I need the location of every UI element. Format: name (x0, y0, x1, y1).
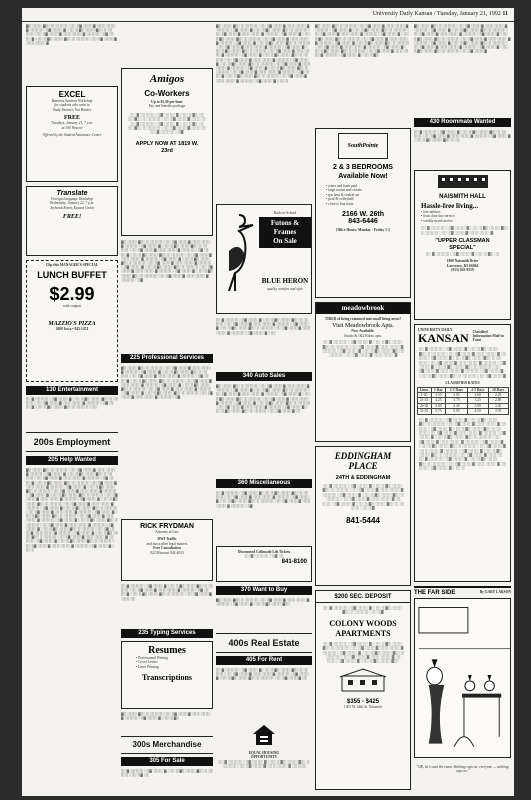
excel-line: for students who want to (54, 103, 90, 108)
coupon-title: LUNCH BUFFET (37, 270, 107, 281)
resumes-item: • Laser Printing (136, 664, 159, 669)
section-real-estate: 400s Real Estate (216, 633, 312, 653)
resumes-item: • Cover Letters (136, 660, 158, 665)
section-merchandise: 300s Merchandise (121, 736, 213, 754)
naismith-city: Lawrence, KS 66044 (446, 263, 479, 268)
excel-line: Study Smarter, Not Harder (52, 107, 92, 112)
classified-rates-table (417, 387, 509, 415)
attorney-line: 822 Missouri 842-4033 (150, 550, 184, 555)
meadowbrook-ad: meadowbrook TIRED of being crammed into small living areas? Visit Meadowbrook Apts. Now Available: Studio & 1&2 Bdrm. apts. ▒░ ▓ ░▒ ▒░▒ ░ ▒▓ ░▒ ▒░ ▓ ░ ▒░ ▒ ▓▒ ░▒ ▒░ ▓▒░ ▒ ░▒ ▒░▒ ░ ▒░ ▒▓ ░▒ ▒░▓ ░▒ ▒ ░▒ ▒░ ▓ ░▒ ▒░▒ ░ ▒▓ ░▒ ▒░ ▓ ░ ▒░ ▒ ▓▒ ░▒ ▒░ ▓▒░ ▒ ░▒ ▒░▒ ░ ▒░ ▒▓ ░▒ ▒░▓ ░▒ ▒ ░▒ ▒░ ▓ (315, 302, 411, 442)
column-1 (26, 24, 118, 792)
header-title (373, 11, 508, 17)
text-block: ▒░ ▓ ░▒ ▒░▒ ░ ▒▓ ░▒ ▒░ ▓ ░ ▒░ ▒ ▓▒ ░▒ ▒░ ▓▒░ ▒ ░▒ ▒░▒ ░ ▒░ ▒▓ ░▒ ▒░▓ ░▒ ▒ ░▒ ▒░ ▓ ░▒ ▒░▒ ░ ▒▓ ░▒ ▒░ ▓ ░ ▒░ ▒ ▓▒ ░▒ ▒░ ▓▒░ ▒ ░▒ ▒░▒ ░ ▒░ ▒▓ ░▒ ▒░▓ ░▒ ▒ ░▒ (121, 584, 213, 601)
column-4 (315, 24, 411, 792)
heron-brand: BLUE HERON (261, 277, 309, 285)
rate-cell: 3.95 (488, 409, 508, 414)
naismith-building-icon (428, 173, 498, 189)
meadowbrook-logo: meadowbrook (316, 303, 410, 314)
southpointe-phone: 843-6446 (348, 218, 378, 226)
tickets-phone: 841-8100 (281, 558, 307, 565)
section-typing-services: 235 Typing Services (121, 629, 213, 638)
naismith-line: • front door bus service (421, 214, 455, 219)
excel-line: at 300 Wescoe (61, 125, 83, 130)
rate-cell: 21-25 (417, 398, 431, 403)
tickets-title: Discounted Collonade Lift Tickets (237, 550, 291, 554)
rate-cell: 3.50 (431, 393, 446, 398)
naismith-title: NAISMITH HALL (439, 194, 486, 200)
rate-cell: 5.05 (446, 409, 467, 414)
heron-line: On Sale (273, 237, 297, 246)
meadowbrook-line: TIRED of being crammed into small living areas? (324, 317, 402, 321)
naismith-line: • free utilities (421, 210, 441, 214)
translate-line: Foreign Language Workshop (51, 197, 93, 201)
text-block: ▒░ ▓ ░▒ ▒░▒ ░ ▒▓ ░▒ ▒░ ▓ ░ ▒░ ▒ ▓▒ ░▒ ▒░ ▓▒░ ▒ ░▒ ▒░▒ ░ ▒░ ▒▓ ░▒ ▒░▓ ░▒ ▒ ░▒ ▒░ ▓ ░▒ ▒░▒ ░ ▒▓ ░▒ ▒░ ▓ ░ ▒░ ▒ ▓▒ ░▒ ▒░ ▓▒░ ▒ ░▒ ▒░▒ ░ ▒░ ▒▓ ░▒ ▒░▓ ░▒ (216, 668, 310, 681)
southpointe-logo: SouthPointe (338, 133, 388, 159)
amigos-title: Co-Workers (144, 89, 190, 98)
excel-line: FREE (63, 115, 80, 122)
text-block: ▓▒ ░▒ ▒░ ▓▒░ ▒ ░▒ ▒░▒ ░ ▒░ ▒▓ ░▒ ▒░▓ ░▒ ▒ ░▒ ▒░ ▓ ░▒ ▒░▒ ░ ▒▓ ░▒ ▒░ ▓ ░ ▒░ ▒ ▓▒ ░▒ ▒░ ▓▒░ ▒ ░▒ ▒░▒ ░ ▒░ ▒▓ ░▒ ▒░▓ ░▒ ▒ ░▒ ▒░ ▓ ░▒ ▒░▒ ░ ▒▓ ░▒ ▒░ ▓ ░ ▒░ ▒ ▓▒ ░▒ ▒░ ▓▒░ ▒ ░▒ ▒░▒ ░ ▒░ ▒▓ ░▒ ▒░▓ ░▒ ▒ ░▒ ▒░ ▓ ░▒ ▒░▒ ░ ▒▓ ░▒ ▒░ ▓ ░ ▒░ ▒ ▓▒ ░▒ ▒░ ▓▒░ ▒ ░▒ ▒░▒ ░ ▒░ ▒▓ ░▒ ▒░▓ ░▒ ▒ ░▒ ▒░ ▓ ░▒ ▒░▒ ░ ▒▓ ░▒ ▒░ ▓ ░ ▒░ ▒ ▓▒ ░▒ ▒░ ▓▒░ ▒ ░▒ ▒░▒ ░ ▒░ ▒▓ ░▒ ▒░▓ (414, 24, 511, 54)
text-block: ▓▒ ░▒ ▒░ ▓▒░ ▒ ░▒ ▒░▒ ░ ▒░ ▒▓ ░▒ ▒░▓ ░▒ ▒ ░▒ ▒░ ▓ ░▒ ▒░▒ ░ ▒▓ ░▒ ▒░ ▓ ░ ▒░ ▒ ▓▒ ░▒ ▒░ ▓▒░ ▒ ░▒ ▒░▒ ░ ▒░ ▒▓ ░▒ ▒░▓ ░▒ ▒ ░▒ ▒░ ▓ ░▒ ▒░▒ ░ ▒▓ ░▒ ▒░ ▓ ░ ▒░ ▒ ▓▒ ░▒ ▒░ ▓▒░ ▒ ░▒ ▒░▒ ░ ▒░ ▒▓ ░▒ ▒░▓ ░▒ ▒ ░▒ ▒░ ▓ ░▒ ▒░▒ ░ ▒▓ ░▒ ▒░ ▓ ░ ▒░ ▒ ▓▒ ░▒ ▒░ ▓▒░ ▒ ░▒ ▒░▒ ░ ▒░ ▒▓ ░▒ ▒░▓ ░▒ ▒ ░▒ ▒░ ▓ ░▒ ▒░▒ ░ ▒▓ ░▒ ▒░ ▓ ░ ▒░ ▒ ▓▒ ░▒ ▒░ ▓▒░ ▒ ░▒ ▒░▒ ░ ▒░ ▒▓ ░▒ ▒░▓ ░▒ ▒ ░▒ ▒░ ▓ ░▒ ▒░▒ ░ ▒▓ ░▒ ▒░ ▓ ░ ▒░ ▒ ▓▒ ░▒ ▒░ ▓▒░ ▒ ░▒ ▒░▒ ░ ▒░ ▒▓ ░▒ ▒░▓ ░▒ ▒ ░▒ ▒░ ▓ ░▒ ▒░▒ ░ ▒▓ ░▒ ▒░ ▓ ░ ▒░ ▒ ▓▒ ░▒ ▒░ ▓▒░ ▒ ░▒ ▒░▒ ░ ▒░ ▒▓ ░▒ ▒░▓ ░▒ ▒ ░▒ ▒░ ▓ ░▒ ▒░▒ ░ ▒▓ ░▒ ▒░ ▓ ░ ▒░ ▒ ▓▒ ░▒ ▒░ ▓▒░ ▒ ░▒ ▒░▒ ░ ▒░ ▒▓ ░▒ ▒░▓ ░▒ ▒ ░▒ ▒░ ▓ ░▒ ▒░▒ ░ ▒▓ ░▒ ▒░ ▓ ░ ▒░ ▒ ▓▒ ░▒ ▒░ ▓▒░ ▒ ░▒ ▒░▒ ░ ▒░ ▒▓ ░▒ ▒░▓ ░▒ ▒ ░▒ ▒░ ▓ ░▒ ▒░▒ ░ ▒▓ ░▒ ▒░ ▓ ░ ▒░ ▒ (216, 24, 311, 83)
rate-cell: 5.75 (431, 409, 446, 414)
excel-ad (26, 86, 118, 182)
far-side-cartoon (414, 586, 511, 790)
heron-illustration (219, 211, 259, 291)
section-want-to-buy: 370 Want to Buy (216, 586, 312, 595)
rate-cell: 2.60 (467, 393, 488, 398)
rate-header: 10 Days (488, 387, 508, 392)
excel-line: Tuesdays, January 21, 7 p.m. (51, 121, 93, 126)
excel-line: Business Seminar Workshop (51, 99, 93, 103)
amigos-pay: Up to $5.50 per hour (151, 100, 183, 104)
text-block: ▒░ ▓ ░▒ ▒░▒ ░ ▒▓ ░▒ ▒░ ▓ ░ ▒░ ▒ ▓▒ ░▒ ▒░ ▓▒░ ▒ ░▒ ▒░▒ ░ ▒░ ▒▓ ░▒ ▒░▓ ░▒ ▒ ░▒ ▒░ ▓ ░▒ ▒░▒ ░ ▒▓ ░▒ ▒░ ▓ ░ ▒░ ▒ ▓▒ ░▒ ▒░ ▓▒░ ▒ ░▒ ▒░▒ ░ ▒░ (26, 397, 118, 410)
text-block: ▓▒ ░▒ ▒░ ▓▒░ ▒ ░▒ ▒░▒ ░ ▒░ ▒▓ ░▒ ▒░▓ ░▒ ▒ ░▒ ▒░ ▓ ░▒ ▒░▒ ░ ▒▓ ░▒ ▒░ ▓ ░ ▒░ ▒ ▓▒ ░▒ ▒░ ▓▒░ ▒ ░▒ ▒░▒ ░ ▒░ ▒▓ ░▒ ▒░▓ ░▒ ▒ ░▒ ▒░ ▓ ░▒ ▒░▒ ░ ▒▓ ░▒ ▒░ ▓ ░ ▒░ ▒ ▓▒ ░▒ ▒░ ▓▒░ ▒ ░▒ ▒░▒ ░ ▒░ ▒▓ ░▒ ▒░▓ ░▒ ▒ ░▒ ▒░ ▓ ░▒ ▒░▒ ░ ▒▓ ░▒ ▒░ ▓ ░ ▒░ ▒ ▓▒ ░▒ ▒░ ▓▒░ ▒ ░▒ ▒░▒ ░ ▒░ ▒▓ ░▒ ▒░▓ ░▒ ▒ ░▒ ▒░ ▓ ░▒ ▒░▒ ░ ▒▓ ░▒ ▒░ ▓ ░ ▒░ ▒ ▓▒ ░▒ ▒░ ▓▒░ ▒ ░▒ ▒░▒ ░ ▒░ ▒▓ ░▒ ▒░▓ ░▒ (216, 384, 311, 414)
colony-price: $355 - $425 (346, 698, 380, 705)
section-miscellaneous: 360 Miscellaneous (216, 479, 312, 488)
amigos-logo: Amigos (149, 73, 185, 85)
attorney-title: Attorney at Law (155, 530, 179, 534)
eddingham-address: 24TH & EDDINGHAM (335, 475, 391, 481)
classified-form-title: Classified Information Mail-in Form (472, 329, 504, 343)
text-block: ▓▒ ░▒ ▒░ ▓▒░ ▒ ░▒ ▒░▒ ░ ▒░ ▒▓ ░▒ ▒░▓ ░▒ ▒ ░▒ ▒░ ▓ ░▒ ▒░▒ ░ ▒▓ ░▒ ▒░ ▓ ░ ▒░ ▒ ▓▒ ░▒ ▒░ ▓▒░ ▒ ░▒ ▒░▒ ░ ▒░ ▒▓ ░▒ ▒░▓ ░▒ ▒ ░▒ ▒░ ▓ ░▒ ▒░▒ ░ ▒▓ ░▒ ▒░ ▓ ░ ▒░ ▒ ▓▒ ░▒ ▒░ ▓▒░ ▒ ░▒ ▒░▒ ░ ▒░ ▒▓ ░▒ ▒░▓ ░▒ ▒ ░▒ ▒░ ▓ ░▒ ▒░▒ ░ ▒▓ ░▒ ▒░ ▓ ░ ▒░ ▒ ▓▒ ░▒ ▒░ ▓▒░ ▒ ░▒ ▒░▒ ░ ▒░ ▒▓ ░▒ ▒░▓ ░▒ ▒ ░▒ ▒░ ▓ ░▒ ▒░▒ ░ ▒▓ ░▒ ▒░ ▓ ░ ▒░ ▒ ▓▒ ░▒ ▒░ ▓▒░ ▒ ░▒ ▒░▒ ░ ▒░ ▒▓ ░▒ ▒░▓ ░▒ ▒ ░▒ ▒░ ▓ ░▒ ▒░▒ ░ ▒▓ ░▒ ▒░ ▓ ░ ▒░ ▒ ▓▒ (315, 24, 410, 58)
naismith-line: Hassle-free living... (421, 202, 479, 210)
naismith-phone: (913) 843-8559 (451, 268, 474, 273)
text-block: ▒░ ▓ ░▒ ▒░▒ ░ ▒▓ ░▒ ▒░ ▓ ░ ▒░ ▒ ▓▒ ░▒ ▒░ ▓▒░ ▒ ░▒ ▒░▒ ░ ▒░ ▒▓ ░▒ ▒░▓ ░▒ ▒ ░▒ ▒░ ▓ ░▒ ▒░▒ ░ ▒▓ ░▒ ▒░ ▓ ░ ▒░ ▒ ▓▒ ░▒ ▒░ ▓▒░ ▒ ░▒ (414, 130, 511, 143)
rate-cell: 3.05 (446, 393, 467, 398)
classified-mail-in-form: UNIVERSITY DAILY KANSAN Classified Information Mail-in Form ▒░ ▓ ░▒ ▒░▒ ░ ▒▓ ░▒ ▒░ ▓ ░ ▒░ ▒ ▓▒ ░▒ ▒░ ▓▒░ ▒ ░▒ ▒░▒ ░ ▒░ ▒▓ ░▒ ▒░▓ ░▒ ▒ ░▒ ▒░ ▓ ░▒ ▒░▒ ░ ▒▓ ░▒ ▒░ ▓ ░ ▒░ ▒ ▓▒ ░▒ ▒░ ▓▒░ ▒ ░▒ ▒░▒ ░ ▒░ ▒▓ ░▒ ▒░▓ ░▒ ▒ ░▒ ▒░ ▓ ░▒ ▒░▒ ░ ▒▓ ░▒ ▒░ ▓ ░ ▒░ ▒ ▓▒ ░▒ ▒░ ▓▒░ ▒ ░▒ ▒░▒ ░ ▒░ ▒▓ ░▒ ▒░▓ ░▒ ▒ ░▒ ▒░ ▓ ░▒ ▒░▒ ░ ▒▓ ░▒ ▒░ ▓ ░ ▒░ ▒ ▓▒ ░▒ ▒░ ▓▒░ ▒ ░▒ ▒░▒ ░ ▒░ ▒▓ ░▒ ▒░▓ CLASSIFIED RATES Lines 1 Day 2-3 Days 4-5 Days 10 Days 1-20 3.50 3.05 2.60 2.25 21-25 4.25 3.75 3.25 2.80 26-30 5.00 4.40 3.90 3.40 31-35 5.75 5.05 4.50 3.95 ▒░ ▓ ░▒ ▒░▒ ░ ▒▓ ░▒ ▒░ ▓ ░ ▒░ ▒ ▓▒ ░▒ ▒░ ▓▒░ ▒ ░▒ ▒░▒ ░ ▒░ ▒▓ ░▒ ▒░▓ ░▒ ▒ ░▒ ▒░ ▓ ░▒ ▒░▒ ░ ▒▓ ░▒ ▒░ ▓ ░ ▒░ ▒ ▓▒ ░▒ ▒░ ▓▒░ ▒ ░▒ ▒░▒ ░ ▒░ ▒▓ ░▒ ▒░▓ ░▒ ▒ ░▒ ▒░ ▓ ░▒ ▒░▒ ░ ▒▓ ░▒ ▒░ ▓ ░ ▒░ ▒ ▓▒ ░▒ ▒░ ▓▒░ ▒ ░▒ ▒░▒ ░ ▒░ ▒▓ ░▒ ▒░▓ ░▒ ▒ ░▒ ▒░ ▓ ░▒ ▒░▒ ░ ▒▓ ░▒ ▒░ ▓ ░ ▒░ ▒ ▓▒ ░▒ ▒░ ▓▒░ ▒ ░▒ ▒░▒ ░ ▒░ ▒▓ ░▒ ▒░▓ ░▒ ▒ ░▒ ▒░ ▓ ░▒ ▒░▒ ░ ▒▓ ░▒ ▒░ ▓ ░ ▒░ ▒ ▓▒ ░▒ ▒░ ▓▒░ ▒ ░▒ ▒░▒ ░ ▒░ ▒▓ ░▒ ▒░▓ ░▒ ▒ ░▒ ▒░ ▓ ░▒ ▒░▒ ░ ▒▓ ░▒ ▒░ ▓ ░ ▒░ ▒ ▓▒ ░▒ ▒░ ▓▒░ ▒ ░▒ ▒░▒ ░ ▒░ ▒▓ ░▒ ▒░▓ ░▒ ▒ ░▒ ▒░ ▓ ░▒ ▒░▒ ░ ▒▓ ░▒ ▒░ ▓ ░ ▒░ ▒ (414, 324, 511, 582)
page-number: 11 (502, 11, 508, 17)
column-5 (414, 24, 511, 792)
text-block: ▓▒ ░▒ ▒░ ▓▒░ ▒ ░▒ ▒░▒ ░ ▒░ ▒▓ ░▒ ▒░▓ ░▒ ▒ ░▒ ▒░ ▓ ░▒ ▒░▒ ░ ▒▓ ░▒ ▒░ ▓ ░ ▒░ ▒ ▓▒ ░▒ ▒░ ▓▒░ ▒ ░▒ ▒░▒ ░ ▒░ ▒▓ ░▒ ▒░▓ ░▒ ▒ ░▒ ▒░ ▓ ░▒ ▒░▒ ░ ▒▓ ░▒ ▒░ ▓ ░ ▒░ ▒ ▓▒ ░▒ ▒░ ▓▒░ ▒ ░▒ ▒░▒ ░ ▒░ ▒▓ ░▒ ▒░▓ ░▒ ▒ ░▒ ▒░ ▓ ░▒ ▒░▒ ░ ▒▓ ░▒ ▒░ ▓ ░ ▒░ ▒ ▓▒ ░▒ ▒░ ▓▒░ ▒ ░▒ ▒░▒ ░ ▒░ ▒▓ ░▒ ▒░▓ ░▒ ▒ ░▒ ▒░ ▓ ░▒ ▒░▒ ░ ▒▓ ░▒ ▒░ ▓ ░ ▒░ ▒ ▓▒ ░▒ ▒░ ▓▒░ ▒ ░▒ ▒░▒ ░ ▒░ ▒▓ ░▒ ▒░▓ ░▒ ▒ ░▒ ▒░ ▓ ░▒ ▒░▒ ░ ▒▓ (121, 366, 213, 400)
coupon-brand: MAZZIO'S PIZZA (48, 320, 96, 327)
rate-header: 2-3 Days (446, 387, 467, 392)
southpointe-item: • pool & volleyball (326, 197, 354, 202)
equal-housing-icon (252, 724, 276, 746)
amigos-sub: Pay and benefits package (148, 104, 186, 109)
colony-woods-ad: $200 SEC. DEPOSIT ▒░ ▓ ░▒ ▒░▒ ░ ▒▓ ░▒ ▒░ ▓ ░ ▒░ ▒ ▓▒ ░▒ ▒░ ▓▒░ ▒ ░▒ ▒░▒ ░ ▒░ ▒▓ COLONY WOODS APARTMENTS ▒░ ▓ ░▒ ▒░▒ ░ ▒▓ ░▒ ▒░ ▓ ░ ▒░ ▒ ▓▒ ░▒ ▒░ ▓▒░ ▒ ░▒ ▒░▒ ░ ▒░ ▒▓ ░▒ ▒░▓ ░▒ ▒ ░▒ ▒░ ▓ ░▒ ▒░▒ ░ ▒▓ ░▒ ▒░ ▓ ░ ▒░ ▒ ▓▒ ░▒ ▒░ ▓▒░ ▒ ░▒ ▒░▒ ░ ▒░ ▒▓ ░▒ ▒░▓ ░▒ ▒ ░▒ ▒░ ▓ ░▒ ▒░▒ ░ ▒▓ ░▒ ▒░ ▓ ░ ▒░ ▒ ▓▒ ░▒ ▒░ ▓▒░ $355 - $425 1301 W. 24th St. Naismith (315, 590, 411, 790)
tickets-ad: Discounted Collonade Lift Tickets ▒░ ▓ ░▒ ▒░▒ ░ ▒▓ ░▒ 841-8100 (216, 546, 312, 582)
southpointe-item: • gas heat & central air (326, 192, 359, 197)
attorney-line: Free Consultation (153, 546, 181, 551)
naismith-address: 1800 Naismith Drive (446, 259, 479, 264)
section-for-rent: 405 For Rent (216, 656, 312, 665)
attorney-name: RICK FRYDMAN (140, 523, 194, 530)
attorney-ad (121, 519, 213, 581)
rate-cell: 3.40 (488, 403, 508, 408)
southpointe-title: 2 & 3 BEDROOMS Available Now! (333, 164, 393, 180)
section-employment: 200s Employment (26, 432, 118, 452)
deposit-title: $200 SEC. DEPOSIT (316, 594, 410, 603)
equal-housing-title: EQUAL HOUSING OPPORTUNITY (248, 751, 280, 760)
column-2 (121, 24, 213, 792)
classified-brand: KANSAN (418, 331, 469, 346)
section-professional-services: 225 Professional Services (121, 354, 213, 363)
table-row (417, 409, 508, 414)
heron-futons (259, 217, 311, 248)
southpointe-item: • large rooms and closets (326, 188, 362, 193)
equal-housing-block: EQUAL HOUSING OPPORTUNITY ▒░ ▓ ░▒ ▒░▒ ░ ▒▓ ░▒ ▒░ ▓ ░ ▒░ ▒ ▓▒ ░▒ ▒░ ▓▒░ ▒ ░▒ ▒░▒ ░ ▒░ ▒▓ ░▒ ▒░▓ ░▒ ▒ ░▒ ▒░ ▓ ░▒ ▒░▒ (216, 724, 312, 790)
rate-cell: 2.80 (488, 398, 508, 403)
rate-cell: 31-35 (417, 409, 431, 414)
rate-cell: 4.50 (467, 409, 488, 414)
colony-title: COLONY WOODS APARTMENTS (329, 618, 397, 638)
meadowbrook-line: Visit Meadowbrook Apts. (332, 323, 394, 330)
heron-sub: quality comfort and style (267, 287, 303, 291)
column-3 (216, 24, 312, 792)
rate-cell: 3.25 (467, 398, 488, 403)
eddingham-title: EDDINGHAM PLACE (334, 451, 392, 471)
amigos-ad: Amigos Co-Workers Up to $5.50 per hour Pay and benefits package ▒░ ▓ ░▒ ▒░▒ ░ ▒▓ ░▒ ▒░ ▓ ░ ▒░ ▒ ▓▒ ░▒ ▒░ ▓▒░ ▒ ░▒ ▒░▒ ░ ▒░ ▒▓ ░▒ ▒░▓ ░▒ ▒ ░▒ ▒░ ▓ ░▒ ▒░▒ ░ ▒▓ ░▒ ▒░ ▓ ░ ▒░ ▒ ▓▒ ░▒ ▒░ ▓▒░ ▒ ░▒ ▒░▒ ░ ▒░ ▒▓ ░▒ ▒░▓ ░▒ ▒ ░▒ ▒░ ▓ ░▒ ▒░▒ ░ ▒▓ APPLY NOW AT 1819 W. 23rd (121, 68, 213, 236)
classified-paper-name: UNIVERSITY DAILY (418, 328, 453, 332)
rate-cell: 3.90 (467, 403, 488, 408)
page-header (22, 8, 514, 22)
section-help-wanted: 205 Help Wanted (26, 456, 118, 465)
translate-line: FREE! (62, 214, 82, 221)
excel-line: Offered by the Student Assistance Center (42, 133, 102, 138)
text-block: ▓▒ ░▒ ▒░ ▓▒░ ▒ ░▒ ▒░▒ ░ ▒░ ▒▓ ░▒ ▒░▓ ░▒ ▒ ░▒ ▒░ ▓ ░▒ ▒░▒ ░ ▒▓ ░▒ ▒░ ▓ ░ ▒░ ▒ ▓▒ ░▒ ▒░ ▓▒░ ▒ ░▒ ▒░▒ ░ ▒░ ▒▓ ░▒ ▒░▓ ░▒ ▒ ░▒ ▒░ ▓ ░▒ ▒░▒ ░ ▒▓ ░▒ ▒░ ▓ ░ ▒░ ▒ ▓▒ ░▒ ▒░ ▓▒░ ▒ ░▒ ▒░▒ ░ ▒░ ▒▓ ░▒ ▒░▓ ░▒ ▒ ░▒ ▒░ ▓ ░▒ ▒░▒ ░ ▒▓ ░▒ ▒░ ▓ ░ ▒░ ▒ ▓▒ ░▒ ▒░ ▓▒░ ▒ ░▒ ▒░▒ ░ ▒░ ▒▓ ░▒ ▒░▓ ░▒ ▒ ░▒ ▒░ ▓ ░▒ ▒░▒ ░ ▒▓ ░▒ ▒░ ▓ ░ ▒░ ▒ ▓▒ ░▒ ▒░ ▓▒░ ▒ ░▒ ▒░▒ ░ ▒░ ▒▓ ░▒ ▒░▓ ░▒ ▒ ░▒ ▒░ ▓ ░▒ ▒░▒ ░ ▒▓ ░▒ ▒░ ▓ ░ ▒░ ▒ ▓▒ ░▒ ▒░ ▓▒░ ▒ ░▒ ▒░▒ ░ ▒░ ▒▓ ░▒ ▒░▓ ░▒ ▒ ░▒ ▒░ ▓ ░▒ ▒░▒ ░ ▒▓ ░▒ ▒░ ▓ ░ ▒░ ▒ ▓▒ ░▒ ▒░ ▓▒░ ▒ ░▒ ▒░▒ ░ ▒░ ▒▓ ░▒ ▒░▓ ░▒ ▒ ░▒ ▒░ ▓ ░▒ ▒░▒ ░ ▒▓ ░▒ ▒░ ▓ ░ ▒░ ▒ ▓▒ ░▒ ▒░ ▓▒░ ▒ ░▒ ▒░▒ ░ ▒░ ▒▓ ░▒ ▒░▓ ░▒ ▒ ░▒ ▒░ ▓ ░▒ ▒░▒ ░ ▒▓ ░▒ ▒░ ▓ ░ ▒░ ▒ ▓▒ ░▒ ▒░ ▓▒░ ▒ ░▒ ▒░▒ ░ ▒░ ▒▓ ░▒ ▒░▓ ░▒ ▒ ░▒ ▒░ ▓ ░▒ ▒░▒ ░ ▒▓ ░▒ ▒░ ▓ ░ ▒░ ▒ ▓▒ ░▒ ▒░ ▓▒░ ▒ ░▒ ▒░▒ ░ ▒░ ▒▓ ░▒ ▒░▓ ░▒ ▒ ░▒ ▒░ ▓ ░▒ ▒░▒ ░ ▒▓ ░▒ ▒░ ▓ ░ ▒░ ▒ ▓▒ ░▒ ▒░ ▓▒░ ▒ ░▒ ▒░▒ ░ ▒░ ▒▓ ░▒ ▒░▓ ░▒ ▒ ░▒ ▒░ ▓ ░▒ ▒░▒ ░ ▒▓ ░▒ ▒░ ▓ ░ ▒░ ▒ ▓▒ ░▒ ▒░ ▓▒░ ▒ ░▒ ▒░▒ ░ ▒░ ▒▓ ░▒ ▒░▓ ░▒ ▒ ░▒ ▒░ ▓ ░▒ ▒░▒ ░ ▒▓ ░▒ ▒░ ▓ ░ ▒░ ▒ (26, 468, 118, 552)
rate-cell: 26-30 (417, 403, 431, 408)
translate-line: Wednesday, January 22, 7 p.m. (49, 201, 95, 206)
section-roommate-wanted: 430 Roommate Wanted (414, 118, 511, 127)
section-auto-sales: 340 Auto Sales (216, 372, 312, 381)
excel-title: EXCEL (58, 90, 86, 99)
newspaper-page (22, 8, 514, 796)
rate-cell: 2.25 (488, 393, 508, 398)
section-for-sale: 305 For Sale (121, 757, 213, 766)
coupon-with: with coupon (63, 304, 81, 309)
naismith-hall-ad: NAISMITH HALL Hassle-free living... • free utilities • front door bus service • weekly maid service ▒░ ▓ ░▒ ▒░▒ ░ ▒▓ ░▒ ▒░ ▓ ░ ▒░ ▒ ▓▒ ░▒ ▒░ ▓▒░ ▒ ░▒ ▒░▒ ░ ▒░ ▒▓ ░▒ ▒░▓ ░▒ ▒ ░▒ ▒░ ▓ "UPPER CLASSMAN SPECIAL" ▒░ ▓ ░▒ ▒░▒ ░ ▒▓ ░▒ ▒░ ▓ ░ ▒░ ▒ ▓▒ ░▒ 1800 Naismith Drive Lawrence, KS 66044 (913) 843-8559 (414, 170, 511, 320)
text-block: ▓▒ ░▒ ▒░ ▓▒░ ▒ ░▒ ▒░▒ ░ ▒░ ▒▓ ░▒ ▒░▓ ░▒ ▒ ░▒ ▒░ ▓ ░▒ ▒░▒ ░ ▒▓ ░▒ ▒░ ▓ ░ ▒░ ▒ ▓▒ ░▒ ▒░ ▓▒░ ▒ ░▒ ▒░▒ ░ ▒░ ▒▓ ░▒ ▒░▓ ░▒ ▒ ░▒ ▒░ ▓ ░▒ ▒░▒ ░ ▒▓ ░▒ ▒░ ▓ ░ ▒░ ▒ ▓▒ ░▒ ▒░ ▓▒░ ▒ ░▒ ▒░▒ ░ ▒░ ▒▓ ░▒ ▒░▓ ░▒ ▒ ░▒ ▒░ ▓ ░▒ ▒░▒ ░ ▒▓ ░▒ ▒░ ▓ ░ ▒░ ▒ ▓▒ ░▒ ▒░ ▓▒░ ▒ ░▒ ▒░▒ ░ ▒░ ▒▓ ░▒ ▒░▓ ░▒ ▒ ░▒ ▒░ ▓ ░▒ ▒░▒ ░ ▒▓ ░▒ ▒░ ▓ ░ ▒░ ▒ ▓▒ ░▒ ▒░ ▓▒░ ▒ ░▒ ▒░▒ ░ ▒░ ▒▓ ░▒ ▒░▓ ░▒ ▒ ░▒ ▒░ ▓ ░▒ ▒░▒ ░ ▒▓ ░▒ ▒░ ▓ ░ ▒░ ▒ ▓▒ ░▒ ▒░ ▓▒░ ▒ ░▒ ▒░▒ ░ ▒░ ▒▓ ░▒ ▒░▓ ░▒ ▒ ░▒ ▒░ ▓ ░▒ ▒░▒ ░ ▒▓ (121, 240, 213, 282)
farside-title: THE FAR SIDE (414, 590, 456, 596)
resumes-item: • Professional Writing (136, 656, 168, 660)
translate-title: Translate (56, 190, 88, 197)
farside-author: By GARY LARSON (479, 590, 511, 594)
text-block: ▓▒ ░▒ ▒░ ▓▒░ ▒ ░▒ ▒░▒ ░ ▒░ ▒▓ ░▒ ▒░▓ ░▒ ▒ ░▒ ▒░ ▓ ░▒ ▒░▒ ░ ▒▓ ░▒ ▒░ ▓ ░ ▒░ ▒ ▓▒ ░▒ ▒░ ▓▒░ (216, 598, 310, 607)
eddingham-phone: 841-5444 (346, 516, 380, 526)
rate-header: Lines (417, 387, 431, 392)
coupon-phone: 2600 Iowa • 843-1474 (55, 326, 89, 331)
rate-header: 4-5 Days (467, 387, 488, 392)
southpointe-address: 2166 W. 26th (341, 211, 385, 219)
coupon-head: Clip this MANAGER'S SPECIAL (45, 263, 99, 267)
southpointe-item: • close to bus route (326, 201, 354, 206)
southpointe-ad (315, 128, 411, 298)
attorney-line: DWI Traffic (157, 537, 177, 542)
naismith-logo (415, 173, 510, 199)
naismith-line: • weekly maid service (421, 218, 453, 223)
header-title-text: University Daily Kansan / Tuesday, January 21, 1992 (372, 11, 501, 17)
heron-line: Futons & Frames (270, 219, 300, 237)
text-block: ▒░ ▓ ░▒ ▒░▒ ░ ▒▓ ░▒ ▒░ ▓ ░ ▒░ ▒ ▓▒ ░▒ ▒░ ▓▒░ ▒ ░▒ ▒░▒ ░ ▒░ ▒▓ ░▒ ▒░▓ ░▒ ▒ ░▒ ▒░ ▓ ░▒ ▒░▒ ░ ▒▓ ░▒ ▒░ ▓ ░ ▒░ ▒ ▓▒ ░▒ ▒░ ▓▒░ ▒ ░▒ ▒░▒ ░ ▒░ ▒▓ ░▒ ▒░▓ ░▒ ▒ ░▒ ▒░ ▓ ░▒ ▒░▒ ░ ▒▓ (216, 491, 311, 508)
classified-rates-title: CLASSIFIED RATES (445, 381, 480, 386)
colony-building-illustration (338, 668, 388, 692)
text-block: ▓▒ ░▒ ▒░ ▓▒░ ▒ ░▒ ▒░▒ ░ ▒░ ▒▓ ░▒ ▒░▓ ░▒ ▒ ░▒ ▒░ ▓ ░▒ ▒░▒ ░ ▒▓ ░▒ ▒░ ▓ ░ ▒░ ▒ ▓▒ ░▒ ▒░ ▓▒░ ▒ ░▒ ▒░▒ ░ ▒░ ▒▓ ░▒ ▒░▓ ░▒ ▒ ░▒ ▒░ ▓ ░▒ ▒░▒ ░ ▒▓ ░▒ ▒░ ▓ ░ ▒░ ▒ ▓▒ ░▒ ▒░ ▓▒░ ▒ ░▒ ▒░▒ ░ ▒░ ▒▓ ░▒ ▒░▓ ░▒ ▒ ░▒ ▒░ ▓ (26, 24, 117, 45)
text-block: ▒░ ▓ ░▒ ▒░▒ ░ ▒▓ ░▒ ▒░ ▓ ░ ▒░ ▒ ▓▒ ░▒ ▒░ ▓▒░ ▒ ░▒ ▒░▒ ░ ▒░ ▒▓ ░▒ (121, 769, 213, 778)
coupon-price: $2.99 (49, 284, 95, 305)
transcriptions-title: Transcriptions (141, 673, 193, 683)
text-block: ▓▒ ░▒ ▒░ ▓▒░ ▒ ░▒ ▒░▒ ░ ▒░ ▒▓ ░▒ ▒░▓ ░▒ ▒ ░▒ ▒░ ▓ ░▒ ▒░▒ ░ ▒▓ ░▒ ▒░ ▓ ░ ▒░ ▒ ▓▒ (121, 712, 211, 721)
resumes-ad (121, 641, 213, 709)
farside-cartoon-illustration (414, 598, 511, 758)
text-block: ▒░ ▓ ░▒ ▒░▒ ░ ▒▓ ░▒ ▒░ ▓ ░ ▒░ ▒ ▓▒ ░▒ ▒░ ▓▒░ ▒ ░▒ ▒░▒ ░ ▒░ ▒▓ ░▒ ▒░▓ ░▒ ▒ ░▒ ▒░ ▓ ░▒ ▒░▒ ░ ▒▓ ░▒ ▒░ ▓ ░ ▒░ ▒ ▓▒ ░▒ ▒░ ▓▒░ ▒ ░▒ ▒░▒ ░ ▒░ ▒▓ ░▒ ▒░▓ ░▒ ▒ ░▒ ▒░ ▓ ░▒ ▒░▒ ░ ▒▓ ░▒ ▒░ ▓ ░ ▒░ (216, 318, 311, 335)
heron-text (259, 211, 311, 248)
meadowbrook-line: Now Available: (351, 329, 375, 334)
southpointe-item: • water and trash paid (326, 184, 358, 188)
resumes-title: Resumes (148, 645, 186, 656)
rate-cell: 4.25 (431, 398, 446, 403)
translate-ad (26, 186, 118, 256)
section-entertainment: 130 Entertainment (26, 386, 118, 395)
naismith-special: "UPPER CLASSMAN SPECIAL" (435, 238, 490, 252)
meadowbrook-line: Studio & 1&2 Bdrm. apts. (344, 333, 382, 338)
colony-address: 1301 W. 24th St. Naismith (343, 704, 383, 709)
southpointe-office-hours: Office Hours: Monday - Friday 1-5 (336, 228, 390, 233)
rate-cell: 4.40 (446, 403, 467, 408)
translate-line: Jayhawk Room, Kansas Union (49, 205, 95, 210)
rate-cell: 5.00 (431, 403, 446, 408)
rate-header: 1 Day (431, 387, 446, 392)
rate-cell: 3.75 (446, 398, 467, 403)
farside-caption: "OK, let's start the exam. Stinking caps on, everyone — stinking caps on." (416, 765, 509, 774)
coupon-ad (26, 260, 118, 382)
rate-cell: 1-20 (417, 393, 431, 398)
eddingham-ad: EDDINGHAM PLACE 24TH & EDDINGHAM ▒░ ▓ ░▒ ▒░▒ ░ ▒▓ ░▒ ▒░ ▓ ░ ▒░ ▒ ▓▒ ░▒ ▒░ ▓▒░ ▒ ░▒ ▒░▒ ░ ▒░ ▒▓ ░▒ ▒░▓ ░▒ ▒ ░▒ ▒░ ▓ ░▒ ▒░▒ ░ ▒▓ ░▒ ▒░ ▓ ░ ▒░ ▒ ▓▒ ░▒ ▒░ ▓▒░ ▒ ░▒ ▒░▒ ░ ▒░ ▒▓ ░▒ ▒░▓ ░▒ ▒ ░▒ ▒░ ▓ ░▒ ▒░▒ ░ ▒▓ ░▒ ▒░ ▓ ░ ▒░ ▒ ▓▒ ░▒ ▒░ ▓▒░ ▒ ░▒ ▒░▒ ░ ▒░ ▒▓ 841-5444 (315, 446, 411, 586)
heron-line: Back-to-School (273, 211, 297, 215)
attorney-line: and most other legal matters (146, 541, 188, 546)
amigos-apply: APPLY NOW AT 1819 W. 23rd (135, 140, 199, 154)
blue-heron-ad (216, 204, 312, 314)
